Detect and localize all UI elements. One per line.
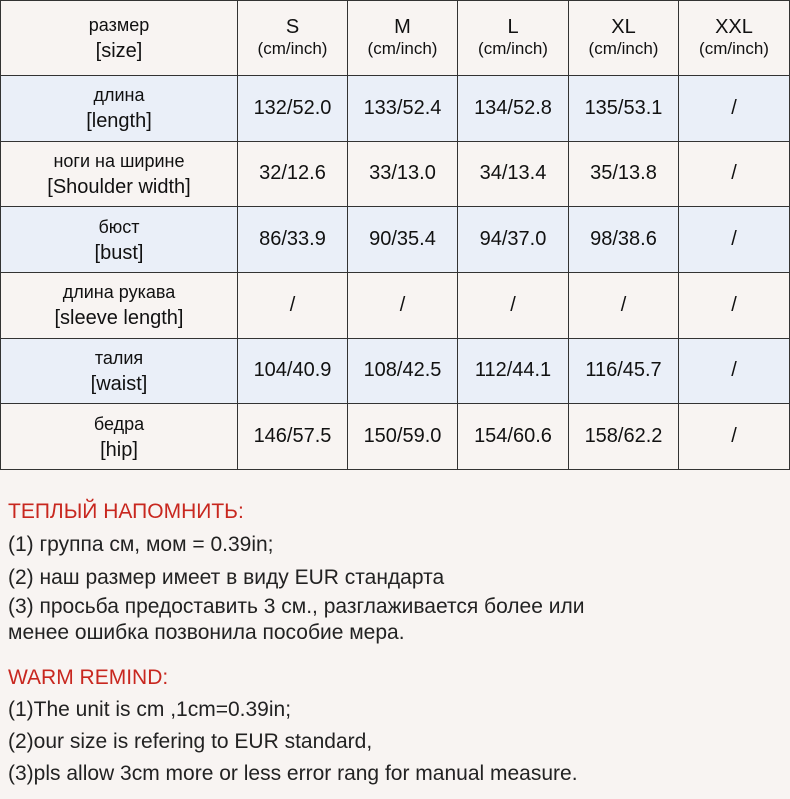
row-length	[1, 76, 790, 142]
notes-ru-line: (2) наш размер имеет в виду EUR стандарта	[8, 566, 445, 589]
row-label-cell	[1, 207, 238, 273]
value-cell: 116/45.7	[569, 338, 679, 404]
value-cell: 86/33.9	[238, 207, 348, 273]
row-label-en: [waist]	[90, 372, 148, 395]
row-hip	[1, 404, 790, 470]
value-cell: /	[238, 272, 348, 338]
row-label-cell	[1, 272, 238, 338]
value-cell: /	[679, 141, 790, 207]
value-cell: 35/13.8	[569, 141, 679, 207]
row-label-cell	[1, 76, 238, 142]
notes-en	[8, 662, 578, 790]
header-size-xl	[569, 1, 679, 76]
value-cell: 150/59.0	[348, 404, 458, 470]
value-cell: 34/13.4	[458, 141, 569, 207]
value-cell: 146/57.5	[238, 404, 348, 470]
row-bust	[1, 207, 790, 273]
value-cell: /	[679, 76, 790, 142]
row-label-ru: ноги на ширине	[53, 150, 185, 171]
notes-ru-title: ТЕПЛЫЙ НАПОМНИТЬ:	[8, 500, 244, 523]
row-label-ru: талия	[94, 347, 144, 368]
notes-en-line: (3)pls allow 3cm more or less error rang for manual measure.	[8, 762, 578, 785]
header-label-cell	[1, 1, 238, 76]
value-cell: 98/38.6	[569, 207, 679, 273]
notes-en-line: (2)our size is refering to EUR standard,	[8, 730, 373, 753]
header-size-l	[458, 1, 569, 76]
size-name: XXL	[715, 16, 753, 38]
row-label-cell	[1, 338, 238, 404]
value-cell: /	[679, 272, 790, 338]
row-label-ru: бюст	[98, 216, 140, 237]
value-cell: 94/37.0	[458, 207, 569, 273]
size-unit: (cm/inch)	[699, 39, 769, 58]
value-cell: 32/12.6	[238, 141, 348, 207]
row-sleeve-length	[1, 272, 790, 338]
value-cell: 108/42.5	[348, 338, 458, 404]
header-size-s	[238, 1, 348, 76]
value-cell: 104/40.9	[238, 338, 348, 404]
value-cell: /	[679, 207, 790, 273]
row-label-en: [bust]	[94, 241, 144, 264]
row-label-en: [sleeve length]	[54, 307, 184, 330]
row-label-cell	[1, 404, 238, 470]
notes-ru-line: (3) просьба предоставить 3 см., разглаживается более или	[8, 595, 585, 618]
size-unit: (cm/inch)	[588, 39, 659, 58]
notes-en-title: WARM REMIND:	[8, 666, 169, 689]
notes-en-line: (1)The unit is cm ,1cm=0.39in;	[8, 698, 292, 721]
header-size-xxl	[679, 1, 790, 76]
row-shoulder-width	[1, 141, 790, 207]
row-label-ru: бедра	[93, 413, 145, 434]
size-unit: (cm/inch)	[478, 39, 548, 58]
value-cell: /	[348, 272, 458, 338]
value-cell: 112/44.1	[458, 338, 569, 404]
size-name: XL	[611, 16, 636, 38]
notes-ru	[8, 496, 584, 646]
value-cell: 154/60.6	[458, 404, 569, 470]
notes-ru-line: менее ошибка позвонила пособие мера.	[8, 621, 405, 644]
value-cell: 158/62.2	[569, 404, 679, 470]
notes-ru-line: (1) группа см, мом = 0.39in;	[8, 533, 274, 556]
size-unit: (cm/inch)	[367, 39, 438, 58]
row-label-ru: длина рукава	[62, 282, 176, 303]
value-cell: 134/52.8	[458, 76, 569, 142]
value-cell: /	[569, 272, 679, 338]
row-label-ru: длина	[93, 85, 145, 106]
value-cell: /	[679, 404, 790, 470]
row-label-en: [length]	[86, 110, 152, 133]
value-cell: 132/52.0	[238, 76, 348, 142]
value-cell: 33/13.0	[348, 141, 458, 207]
row-label-en: [Shoulder width]	[47, 175, 191, 198]
value-cell: /	[458, 272, 569, 338]
row-waist	[1, 338, 790, 404]
value-cell: 90/35.4	[348, 207, 458, 273]
size-name: S	[285, 16, 300, 38]
size-name: M	[394, 16, 411, 38]
row-label-en: [hip]	[100, 438, 138, 461]
header-label-ru: размер	[88, 15, 150, 35]
value-cell: 135/53.1	[569, 76, 679, 142]
size-name: L	[507, 16, 519, 38]
header-label-en: [size]	[95, 40, 143, 62]
header-row	[1, 1, 790, 76]
value-cell: /	[679, 338, 790, 404]
size-unit: (cm/inch)	[257, 39, 328, 58]
value-cell: 133/52.4	[348, 76, 458, 142]
header-size-m	[348, 1, 458, 76]
row-label-cell	[1, 141, 238, 207]
